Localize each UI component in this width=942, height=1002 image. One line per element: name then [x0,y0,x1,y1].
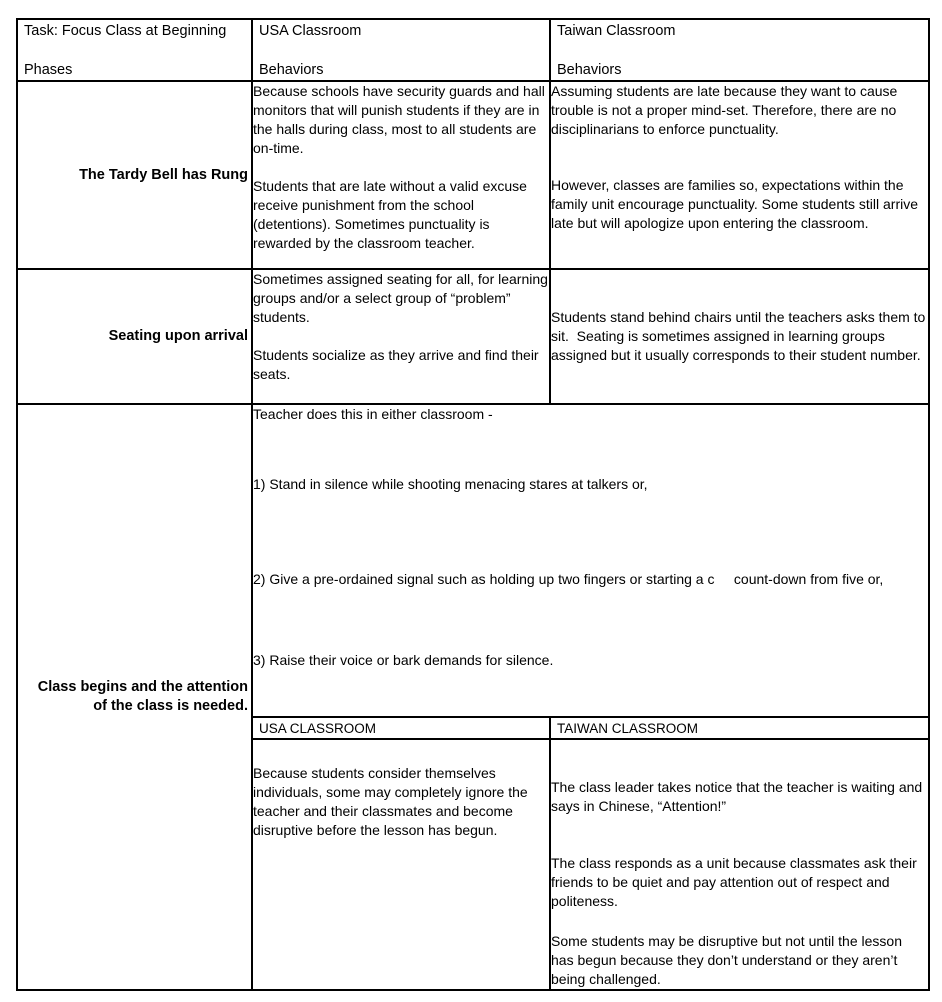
table-title: Task: Focus Class at Beginning [24,23,227,39]
row-tardy-bell [17,81,929,269]
teacher-action-3: 3) Raise their voice or bark demands for silence. [253,652,554,668]
subheader-taiwan-classroom: TAIWAN CLASSROOM [550,717,929,739]
paragraph: However, classes are families so, expectations within the family unit encourage punctuality. Some students still arrive late but will apologize upon entering the classroom. [551,177,922,231]
phase-label-tardy-bell [17,81,252,269]
subheader-usa-classroom: USA CLASSROOM [252,717,550,739]
phase-label-class-begins [17,404,252,990]
paragraph: Students that are late without a valid excuse receive punishment from the school (detentions). Sometimes punctuality is rewarded by the classroom teacher. [253,178,531,251]
paragraph: The class responds as a unit because classmates ask their friends to be quiet and pay attention out of respect and politeness. [551,855,921,909]
taiwan-cell-class-begins [550,739,929,990]
phases-column-label: Phases [24,62,73,78]
paragraph: Sometimes assigned seating for all, for learning groups and/or a select group of “problem” students. [253,271,552,325]
shared-teacher-actions-cell [252,404,929,717]
header-cell-phases [17,19,252,81]
paragraph: Assuming students are late because they want to cause trouble is not a proper mind-set. Therefore, there are no disciplinarians to enforce punctuality. [551,83,902,137]
usa-cell-tardy-bell [252,81,550,269]
row-seating [17,269,929,404]
usa-column-subtitle: Behaviors [259,62,324,78]
paragraph: The class leader takes notice that the teacher is waiting and says in Chinese, “Attention!” [551,779,927,814]
paragraph: Because students consider themselves individuals, some may completely ignore the teacher and their classmates and become disruptive before the lesson has begun. [253,765,532,838]
paragraph: Some students may be disruptive but not until the lesson has begun because they don’t understand or they aren’t being challenged. [551,933,906,987]
header-cell-usa [252,19,550,81]
usa-cell-seating [252,269,550,404]
header-cell-taiwan [550,19,929,81]
header-row [17,19,929,81]
taiwan-cell-tardy-bell [550,81,929,269]
phase-text: Class begins and the attention of the class is needed. [37,679,248,714]
usa-column-title: USA Classroom [259,23,362,39]
paragraph: Students socialize as they arrive and find their seats. [253,347,543,382]
teacher-action-2: 2) Give a pre-ordained signal such as holding up two fingers or starting a c count-down from five or, [253,571,884,587]
usa-cell-class-begins [252,739,550,990]
teacher-action-1: 1) Stand in silence while shooting menacing stares at talkers or, [253,476,648,492]
paragraph: Students stand behind chairs until the teachers asks them to sit. Seating is sometimes assigned in learning groups assigned but it usually corresponds to their student number. [551,309,930,363]
shared-intro: Teacher does this in either classroom - [253,406,493,422]
row-class-begins-shared [17,404,929,717]
paragraph: Because schools have security guards and hall monitors that will punish students if they are in the halls during class, most to all students are on-time. [253,83,549,156]
classroom-comparison-table [16,18,930,991]
phase-text: Seating upon arrival [108,328,248,344]
taiwan-column-subtitle: Behaviors [557,62,622,78]
phase-text: The Tardy Bell has Rung [79,166,248,183]
phase-label-seating [17,269,252,404]
taiwan-column-title: Taiwan Classroom [557,23,676,39]
taiwan-cell-seating [550,269,929,404]
